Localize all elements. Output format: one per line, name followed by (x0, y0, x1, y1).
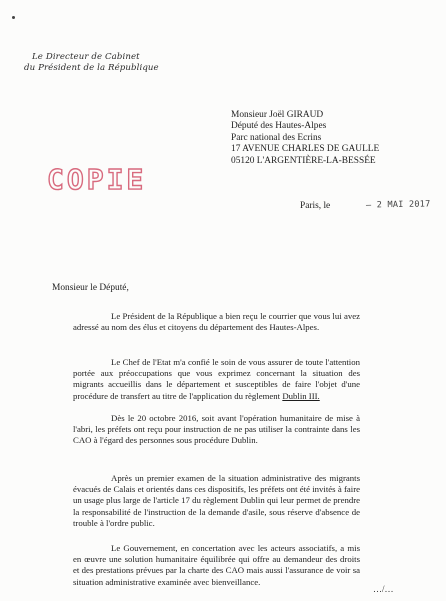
recipient-street: 17 AVENUE CHARLES DE GAULLE (231, 144, 380, 155)
date-line (300, 199, 431, 211)
paragraph-3: Dès le 20 octobre 2016, soit avant l'opération humanitaire de mise à l'abri, les préfets ont reçu pour instruction de ne pas utiliser la contrainte dans les CAO à l'égard des personnes sous procédure Dublin. (73, 413, 360, 446)
continuation-mark: …/… (373, 584, 394, 594)
paragraph-5: Le Gouvernement, en concertation avec les acteurs associatifs, a mis en œuvre une solution humanitaire équilibrée qui offre au demandeur des droits et des prestations prévues par la charte des CAO mais aussi l'assurance de voir sa situation administrative examinée avec bienveillance. (73, 543, 360, 587)
letterhead-line-1: Le Directeur de Cabinet (32, 52, 140, 62)
copie-stamp: COPIE (47, 163, 147, 196)
paragraph-2 (73, 357, 360, 402)
regulation-reference: Dublin III. (282, 390, 320, 401)
paragraph-4: Après un premier examen de la situation administrative des migrants évacués de Calais et orientés dans ces dispositifs, les préfets ont été invités à faire un usage plus large de l'article 17 du règlement Dublin qui leur permet de prendre la responsabilité de l'instruction de la demande d'asile, sous réserve d'absence de trouble à l'ordre public. (73, 473, 360, 528)
recipient-city: 05120 L'ARGENTIÈRE-LA-BESSÉE (231, 155, 376, 166)
recipient-address (231, 110, 379, 167)
recipient-title: Député des Hautes-Alpes (231, 121, 327, 132)
punch-mark (12, 16, 15, 19)
letterhead-line-2: du Président de la République (24, 63, 159, 73)
recipient-organization: Parc national des Ecrins (231, 132, 322, 143)
salutation: Monsieur le Député, (52, 283, 129, 293)
letterhead (24, 52, 159, 74)
date-place: Paris, le (300, 201, 331, 211)
paragraph-1: Le Président de la République a bien reçu le courrier que vous lui avez adressé au nom des élus et citoyens du département des Hautes-Alpes. (73, 311, 360, 333)
recipient-name: Monsieur Joël GIRAUD (231, 110, 324, 120)
date-stamp: – 2 MAI 2017 (365, 199, 431, 211)
paragraph-2-text: Le Chef de l'Etat m'a confié le soin de vous assurer de toute l'attention portée aux préoccupations que vous exprimez concernant la situation des migrants accueillis dans le département et susceptibles de faire l'objet d'une procédure de transfert au titre de l'application du règlement (73, 357, 360, 401)
